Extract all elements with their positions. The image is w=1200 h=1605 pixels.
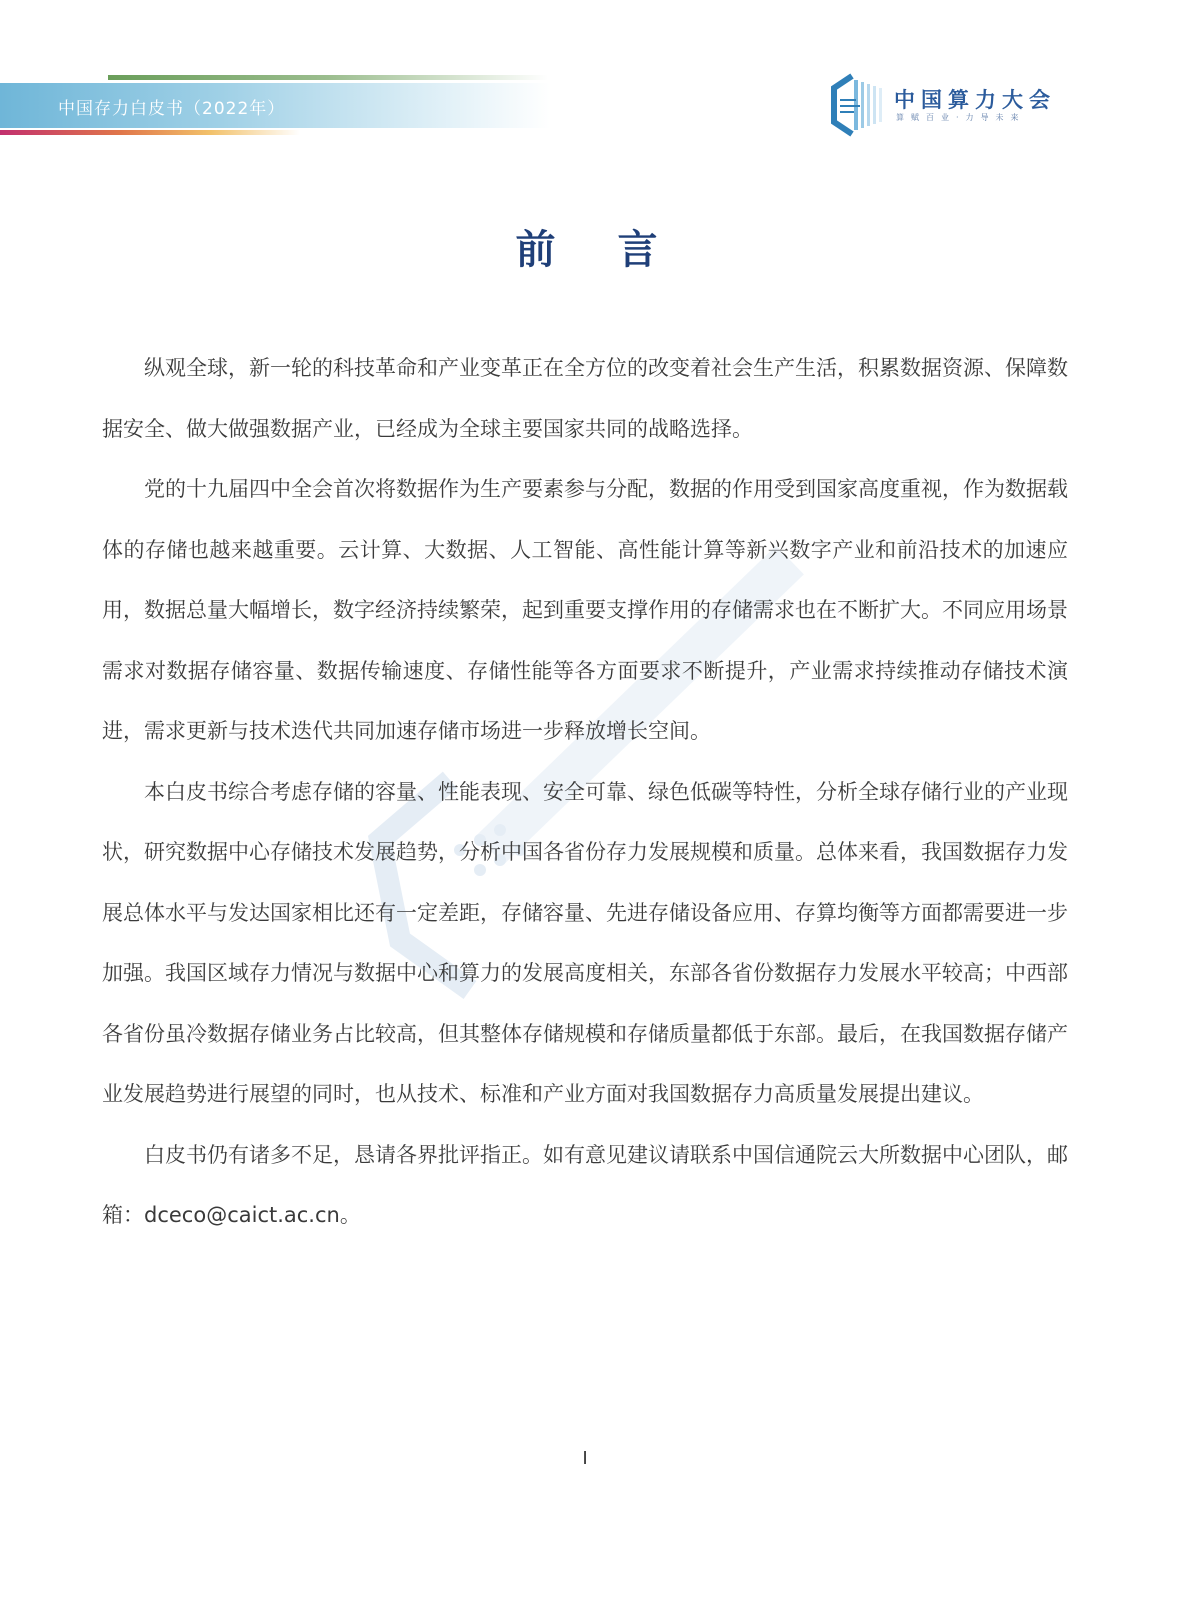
paragraph: 白皮书仍有诸多不足，恳请各界批评指正。如有意见建议请联系中国信通院云大所数据中心团队，邮箱：dceco@caict.ac.cn。 bbox=[102, 1142, 1068, 1227]
logo-hexagon-icon bbox=[830, 72, 886, 138]
page-title: 前言 bbox=[515, 227, 720, 273]
header-decor-line-bottom bbox=[0, 130, 300, 135]
paragraph: 本白皮书综合考虑存储的容量、性能表现、安全可靠、绿色低碳等特性，分析全球存储行业的产业现状，研究数据中心存储技术发展趋势，分析中国各省份存力发展规模和质量。总体来看，我国数据存力发展总体水平与发达国家相比还有一定差距，存储容量、先进存储设备应用、存算均衡等方面都需要进一步加强。我国区域存力情况与数据中心和算力的发展高度相关，东部各省份数据存力发展水平较高；中西部各省份虽冷数据存储业务占比较高，但其整体存储规模和存储质量都低于东部。最后，在我国数据存储产业发展趋势进行展望的同时，也从技术、标准和产业方面对我国数据存力高质量发展提出建议。 bbox=[102, 779, 1068, 1106]
paragraph: 纵观全球，新一轮的科技革命和产业变革正在全方位的改变着社会生产生活，积累数据资源、保障数据安全、做大做强数据产业，已经成为全球主要国家共同的战略选择。 bbox=[102, 356, 1068, 441]
conference-logo bbox=[830, 72, 1070, 138]
page-number: I bbox=[582, 1448, 588, 1469]
logo-slogan: 算赋百业·力导未来 bbox=[896, 113, 1026, 122]
header-banner bbox=[0, 83, 550, 128]
preface-body bbox=[102, 338, 1068, 1246]
paragraph: 党的十九届四中全会首次将数据作为生产要素参与分配，数据的作用受到国家高度重视，作为数据载体的存储也越来越重要。云计算、大数据、人工智能、高性能计算等新兴数字产业和前沿技术的加速应用，数据总量大幅增长，数字经济持续繁荣，起到重要支撑作用的存储需求也在不断扩大。不同应用场景需求对数据存储容量、数据传输速度、存储性能等各方面要求不断提升，产业需求持续推动存储技术演进，需求更新与技术迭代共同加速存储市场进一步释放增长空间。 bbox=[102, 477, 1068, 743]
header-decor-line-top bbox=[108, 75, 548, 80]
logo-name: 中国算力大会 bbox=[894, 88, 1056, 112]
banner-title: 中国存力白皮书（2022年） bbox=[58, 99, 286, 119]
